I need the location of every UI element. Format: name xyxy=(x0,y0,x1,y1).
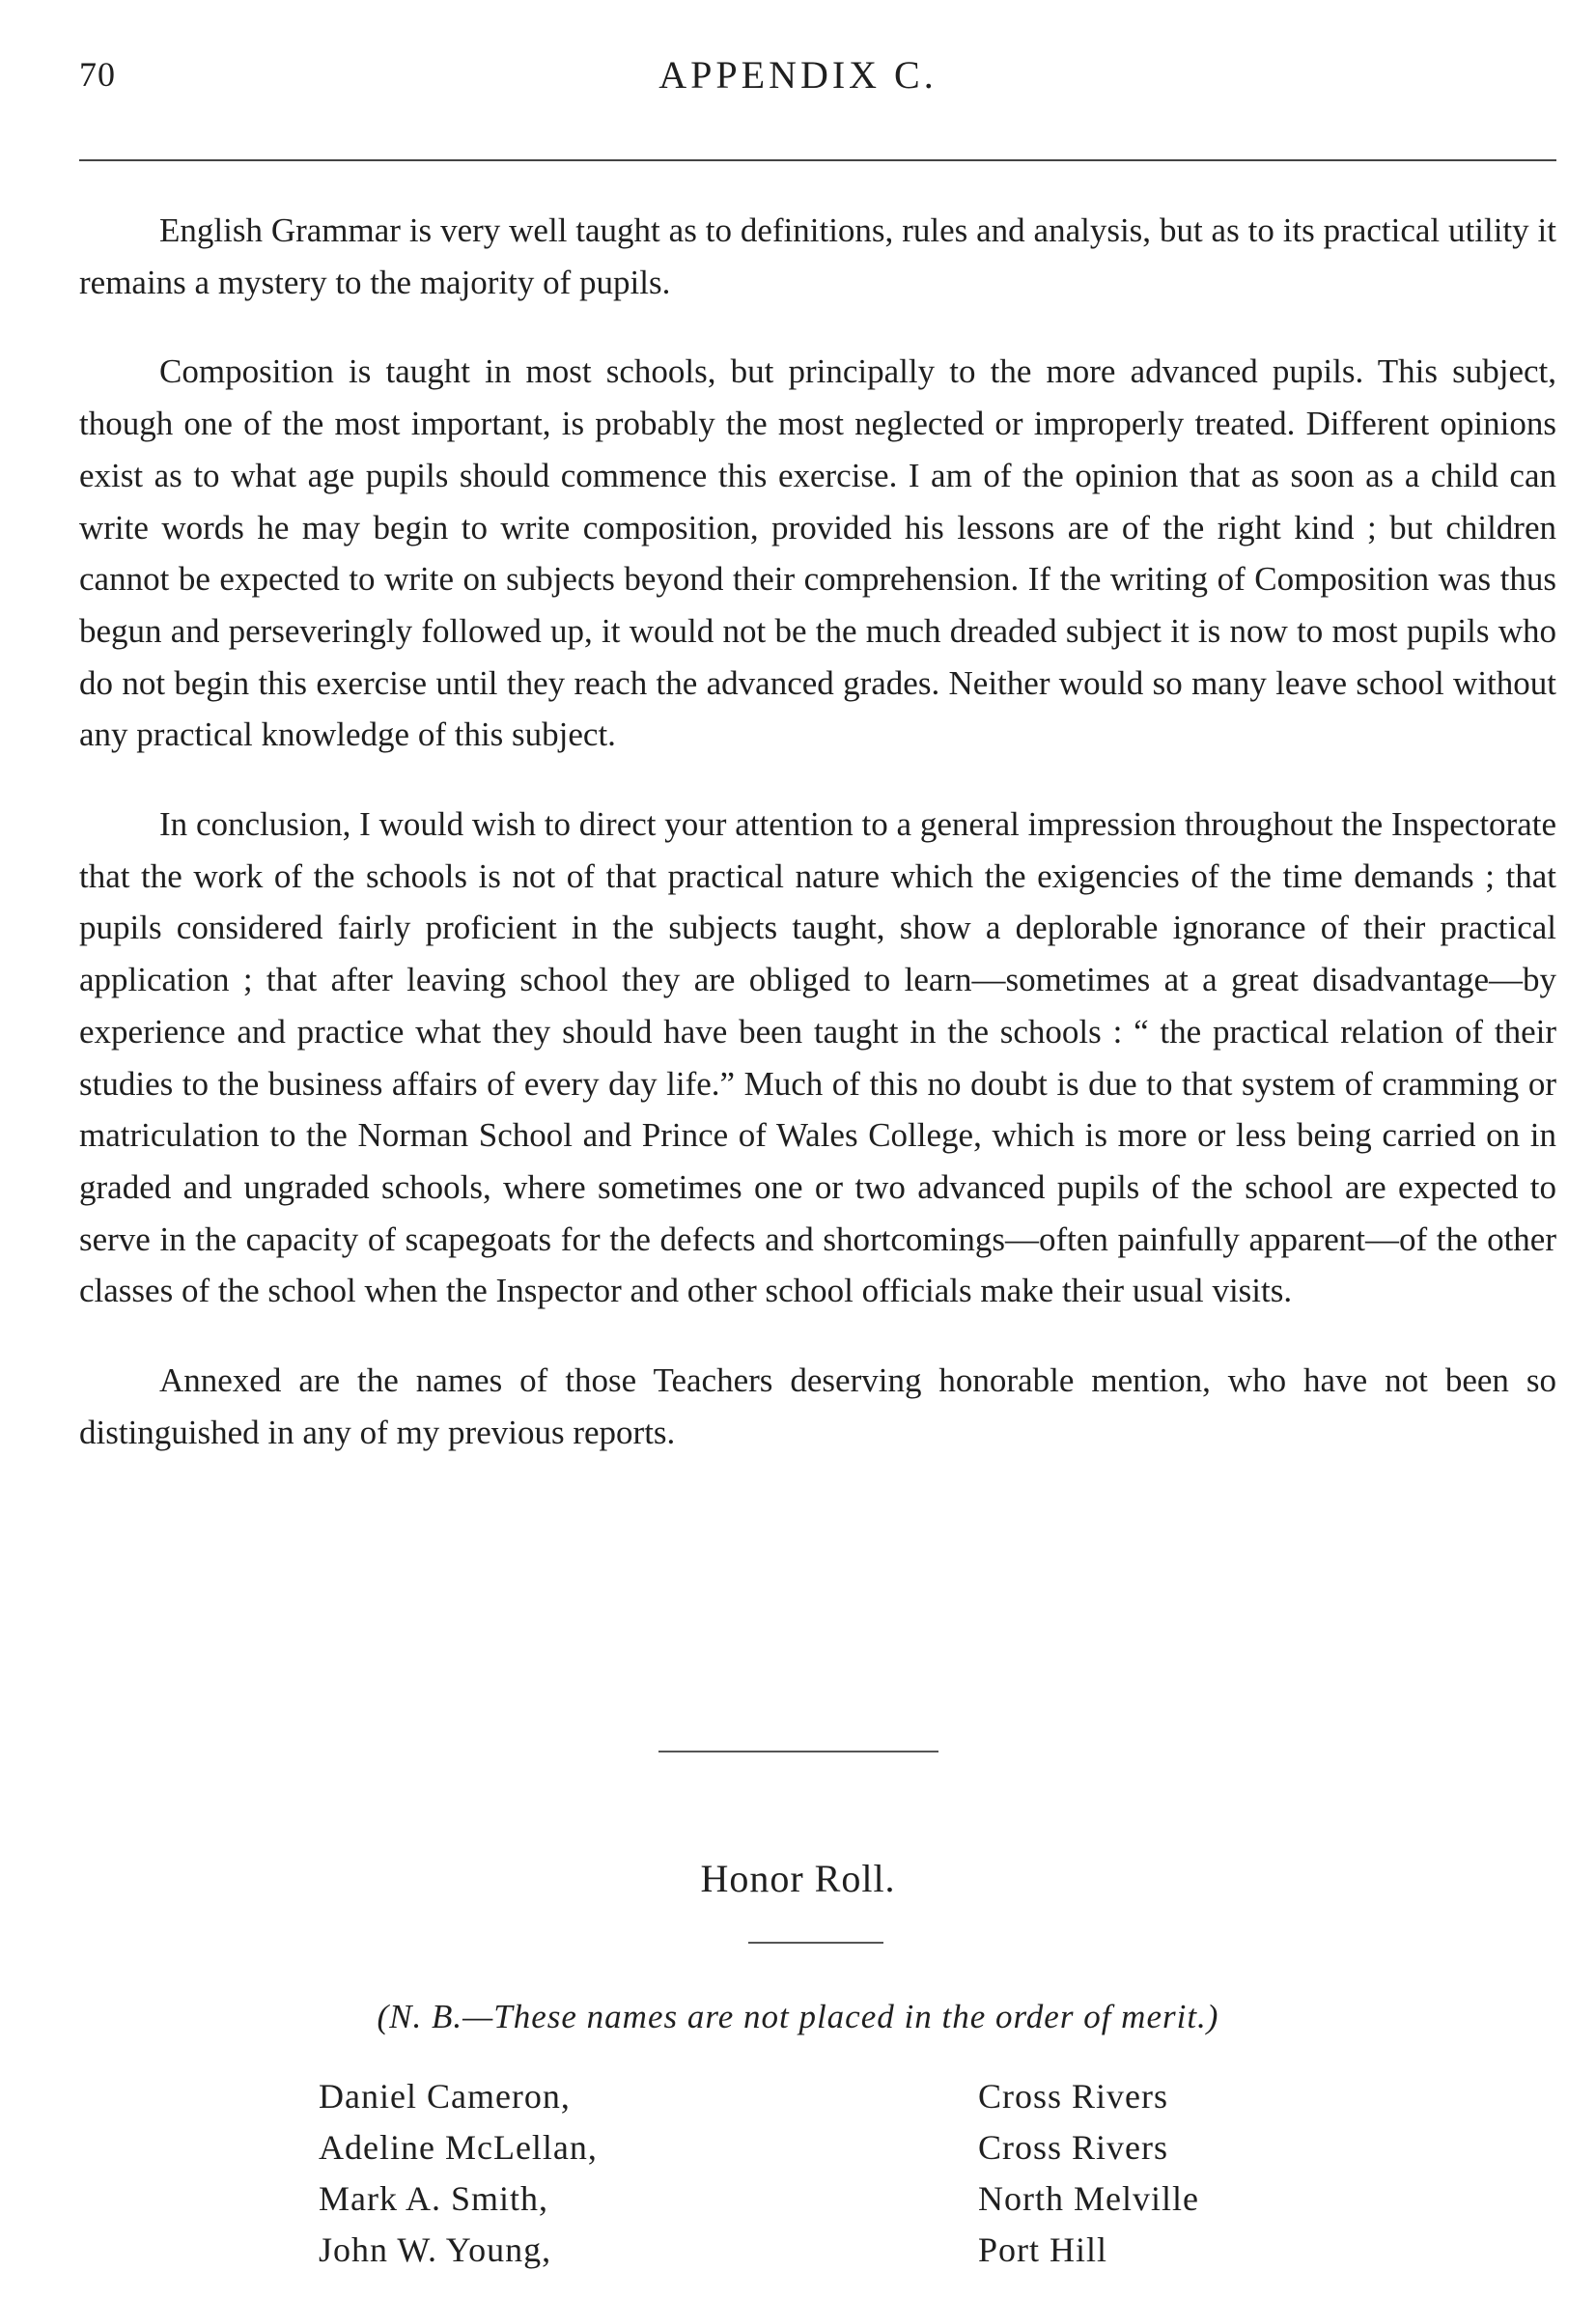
list-item xyxy=(319,2225,1284,2276)
header-rule xyxy=(79,159,1556,161)
teacher-name: John W. Young, xyxy=(319,2230,552,2269)
honor-roll-list xyxy=(319,2071,1284,2276)
paragraph-conclusion: In conclusion, I would wish to direct your attention to a general impression throughout the Inspectorate that the work of the schools is not of that practical nature which the exigencies of the time demands ; that pupils considered fairly proficient in the subjects taught, show a deplorable ignorance of their practical application ; that after leaving school they are obliged to learn—sometimes at a great disadvantage—by experience and practice what they should have been taught in the schools : “ the practical relation of their studies to the business affairs of every day life.” Much of this no doubt is due to that system of cramming or matriculation to the Norman School and Prince of Wales College, which is more or less being carried on in graded and ungraded schools, where sometimes one or two advanced pupils of the school are expected to serve in the capacity of scapegoats for the defects and shortcomings—often painfully apparent—of the other classes of the school when the Inspector and other school officials make their usual visits. xyxy=(79,805,1556,1310)
school-place: North Melville xyxy=(978,2179,1199,2218)
teacher-name: Mark A. Smith, xyxy=(319,2179,549,2218)
paragraph-grammar: English Grammar is very well taught as to definitions, rules and analysis, but as to its practical utility it remains a mystery to the majority of pupils. xyxy=(79,211,1556,301)
paragraph-annexed: Annexed are the names of those Teachers deserving honorable mention, who have not been so distinguished in any of my previous reports. xyxy=(79,1361,1556,1451)
teacher-name: Adeline McLellan, xyxy=(319,2128,598,2167)
page-number: 70 xyxy=(79,55,116,94)
school-place: Cross Rivers xyxy=(978,2128,1169,2167)
list-item xyxy=(319,2071,1284,2122)
title-underline xyxy=(748,1942,883,1944)
paragraph-composition: Composition is taught in most schools, but principally to the more advanced pupils. This subject, though one of the most important, is probably the most neglected or improperly treated. Different opinions exist as to what age pupils should commence this exercise. I am of the opinion that as soon as a child can write words he may begin to write composition, provided his lessons are of the right kind ; but children cannot be expected to write on subjects beyond their comprehension. If the writing of Composition was thus begun and perseveringly followed up, it would not be the much dreaded subject it is now to most pupils who do not begin this exercise until they reach the advanced grades. Neither would so many leave school without any practical knowledge of this subject. xyxy=(79,352,1556,754)
list-item xyxy=(319,2122,1284,2173)
section-divider xyxy=(658,1751,938,1752)
list-item xyxy=(319,2173,1284,2225)
running-head: APPENDIX C. xyxy=(658,53,938,97)
honor-roll-note: (N. B.—These names are not placed in the order of merit.) xyxy=(377,1998,1219,2035)
honor-roll-title: Honor Roll. xyxy=(700,1857,896,1900)
school-place: Port Hill xyxy=(978,2230,1108,2269)
school-place: Cross Rivers xyxy=(978,2077,1169,2116)
body-text xyxy=(79,205,1556,1496)
teacher-name: Daniel Cameron, xyxy=(319,2077,571,2116)
